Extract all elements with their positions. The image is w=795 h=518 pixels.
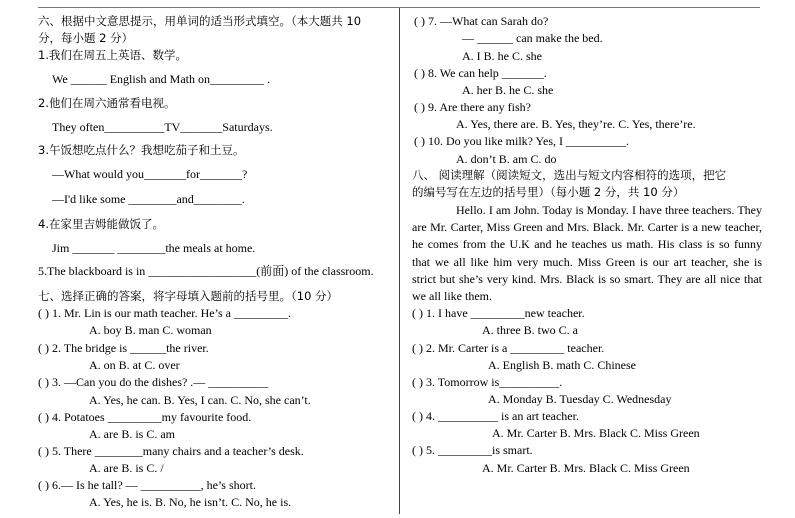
s7-q5: ( ) 5. There ________many chairs and a teacher’s desk. — [38, 444, 304, 458]
s7-q8: ( ) 8. We can help _______. — [414, 66, 547, 80]
s7-q3-opts: A. Yes, he can. B. Yes, I can. C. No, she can’t. — [89, 393, 311, 407]
s6-q1-cn: 1.我们在周五上英语、数学。 — [38, 48, 187, 62]
s7-q1: ( ) 1. Mr. Lin is our math teacher. He’s a _________. — [38, 306, 291, 320]
s6-q2-en: They often__________TV_______Saturdays. — [52, 120, 273, 134]
s7-q7-opts: A. I B. he C. she — [462, 49, 542, 63]
s8-title-a: 八、 阅读理解（阅读短文，选出与短文内容相符的选项，把它 — [412, 168, 727, 182]
s7-q1-opts: A. boy B. man C. woman — [89, 323, 212, 337]
s6-q5: 5.The blackboard is in __________________(前面) of the classroom. — [38, 264, 374, 278]
s7-q10-opts: A. don’t B. am C. do — [456, 152, 557, 166]
s6-q3-en-a: ―What would you_______for_______? — [52, 167, 248, 181]
s6-q2-cn: 2.他们在周六通常看电视。 — [38, 96, 176, 110]
s7-q7: ( ) 7. ―What can Sarah do? — [414, 14, 549, 28]
s7-q6: ( ) 6.― Is he tall? ― __________, he’s short. — [38, 478, 256, 492]
s7-q9-opts: A. Yes, there are. B. Yes, they’re. C. Yes, there’re. — [456, 117, 696, 131]
s7-q8-opts: A. her B. he C. she — [462, 83, 554, 97]
s8-q2-opts: A. English B. math C. Chinese — [488, 358, 636, 372]
s7-q6-opts: A. Yes, he is. B. No, he isn’t. C. No, he is. — [89, 495, 292, 509]
s7-q9: ( ) 9. Are there any fish? — [414, 100, 531, 114]
s6-title-b: 分，每小题 2 分） — [38, 31, 134, 45]
s8-q4-opts: A. Mr. Carter B. Mrs. Black C. Miss Green — [492, 426, 700, 440]
s7-q4-opts: A. are B. is C. am — [89, 427, 175, 441]
s7-q3: ( ) 3. ―Can you do the dishes? .― __________ — [38, 375, 269, 389]
s8-title-b: 的编号写在左边的括号里）（每小题 2 分，共 10 分） — [412, 185, 685, 199]
s8-q5: ( ) 5. _________is smart. — [412, 443, 533, 457]
s7-q5-opts: A. are B. is C. / — [89, 461, 164, 475]
reading-passage: Hello. I am John. Today is Monday. I have three teachers. They are Mr. Carter, Miss Green and Mrs. Black. Mr. Carter is a new teacher, he comes from the U.K and he teaches us math. His class is so funny that we all like him very much. Miss Green is our art teacher, she is strict but she’s very kind. Mrs. Black is so smart. They are all nice that we all like them. — [412, 203, 762, 304]
s6-title-a: 六、根据中文意思提示，用单词的适当形式填空。（本大题共 10 — [38, 14, 362, 28]
s8-q1-opts: A. three B. two C. a — [482, 323, 578, 337]
s6-q3-cn: 3.午饭想吃点什么？我想吃茄子和土豆。 — [38, 143, 245, 157]
s6-q1-en: We ______ English and Math on_________ . — [52, 72, 271, 86]
s8-q2: ( ) 2. Mr. Carter is a _________ teacher. — [412, 341, 605, 355]
s7-title: 七、选择正确的答案，将字母填入题前的括号里。（10 分） — [38, 289, 339, 303]
s7-q7-b: ― ______ can make the bed. — [462, 31, 603, 45]
s8-q3: ( ) 3. Tomorrow is__________. — [412, 375, 563, 389]
s7-q10: ( ) 10. Do you like milk? Yes, I __________. — [414, 134, 629, 148]
s8-q1: ( ) 1. I have _________new teacher. — [412, 306, 585, 320]
s7-q2: ( ) 2. The bridge is ______the river. — [38, 341, 209, 355]
s6-q4-cn: 4.在家里吉姆能做饭了。 — [38, 217, 164, 231]
s6-q3-en-b: ―I'd like some ________and________. — [52, 192, 245, 206]
s8-q5-opts: A. Mr. Carter B. Mrs. Black C. Miss Green — [482, 461, 690, 475]
s7-q2-opts: A. on B. at C. over — [89, 358, 180, 372]
s7-q4: ( ) 4. Potatoes _________my favourite food. — [38, 410, 252, 424]
s8-q3-opts: A. Monday B. Tuesday C. Wednesday — [488, 392, 672, 406]
s8-q4: ( ) 4. __________ is an art teacher. — [412, 409, 579, 423]
s6-q4-en: Jim _______ ________the meals at home. — [52, 241, 256, 255]
column-divider — [399, 8, 400, 514]
